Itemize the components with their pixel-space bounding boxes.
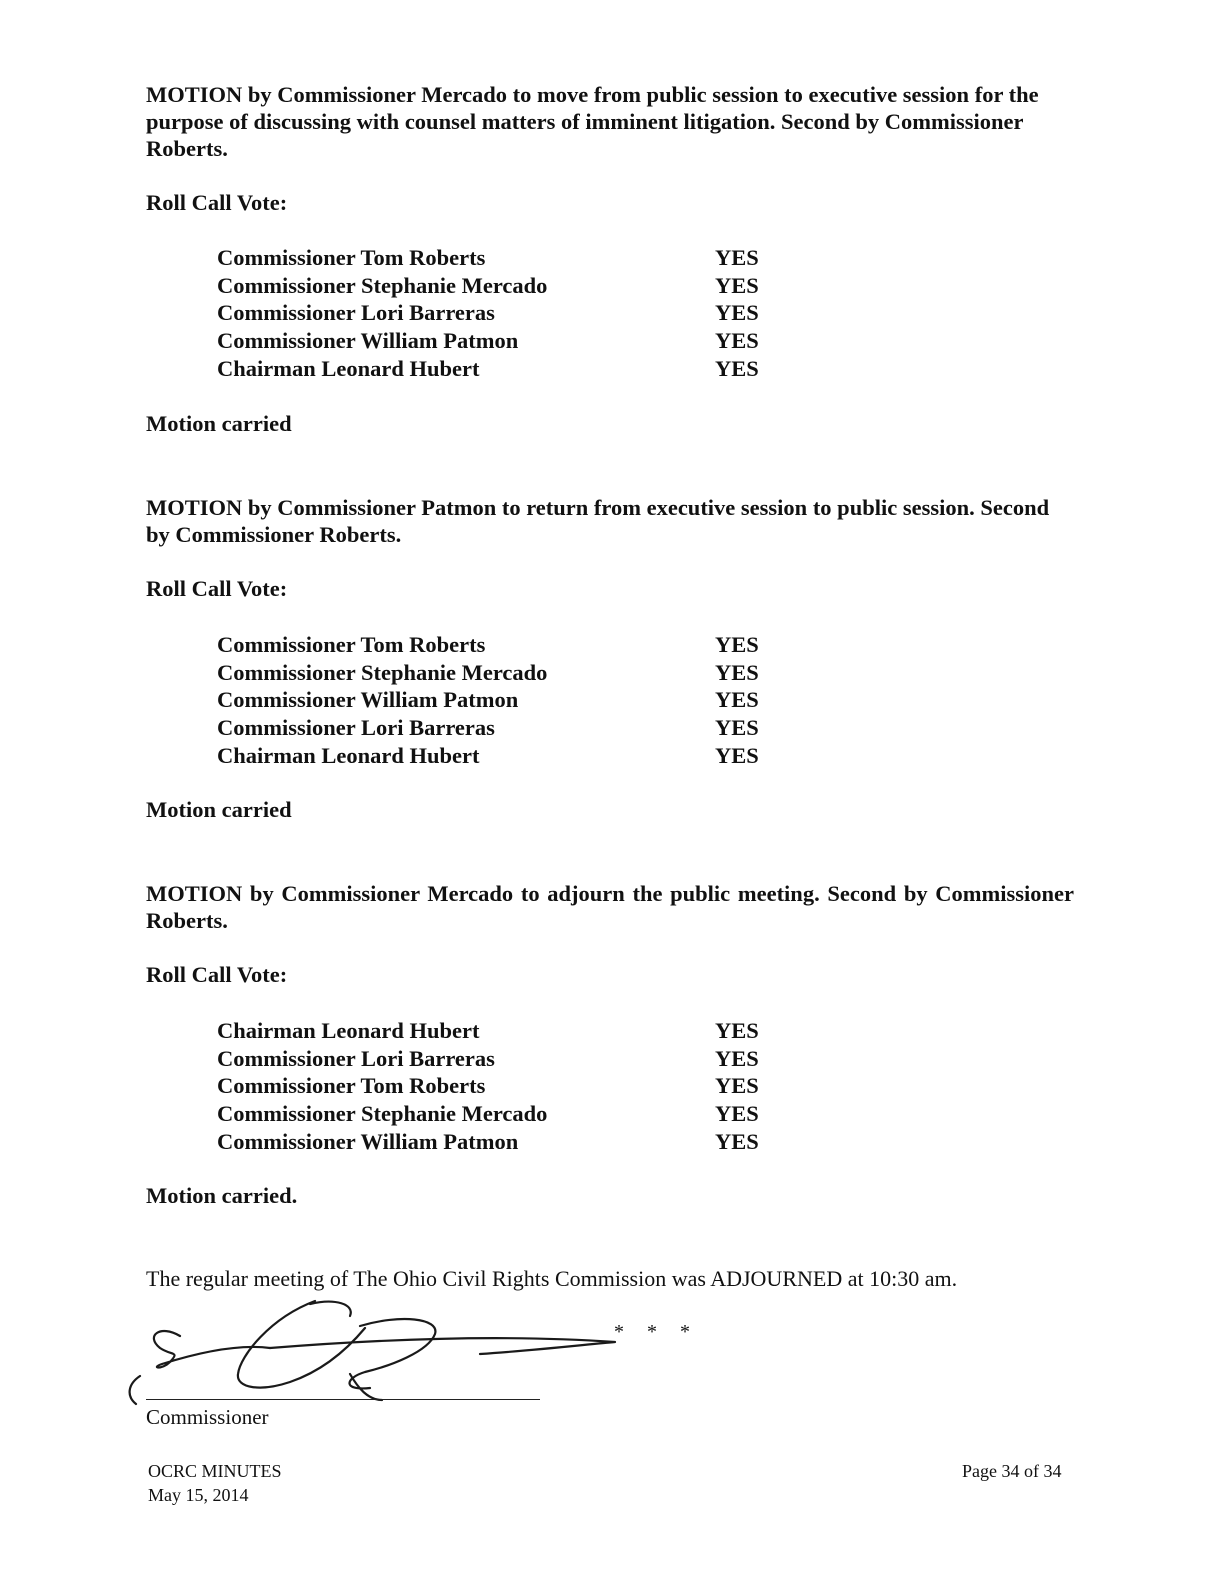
voter-name: Commissioner Tom Roberts [217, 632, 486, 658]
motion-3-result: Motion carried. [146, 1183, 298, 1208]
motion-2-result: Motion carried [146, 797, 292, 822]
voter-name: Commissioner Lori Barreras [217, 715, 495, 741]
vote-row [217, 1045, 777, 1073]
vote-row [217, 631, 777, 659]
footer-document-title: OCRC MINUTES [148, 1461, 282, 1481]
vote-value: YES [715, 1128, 759, 1154]
voter-name: Chairman Leonard Hubert [217, 355, 480, 381]
vote-row [217, 686, 777, 714]
vote-row [217, 741, 777, 769]
motion-2-roll-call-label: Roll Call Vote: [146, 576, 288, 601]
vote-row [217, 714, 777, 742]
voter-name: Commissioner Lori Barreras [217, 300, 495, 326]
vote-value: YES [715, 300, 759, 326]
vote-row [217, 244, 777, 272]
footer-page-number: Page 34 of 34 [962, 1461, 1062, 1481]
signature-line [146, 1399, 540, 1400]
motion-1-roll-call-label: Roll Call Vote: [146, 190, 288, 215]
motion-2-vote-table [217, 631, 777, 769]
vote-value: YES [715, 245, 759, 271]
vote-row [217, 272, 777, 300]
voter-name: Chairman Leonard Hubert [217, 1018, 480, 1044]
vote-value: YES [715, 715, 759, 741]
section-separator: * * * [614, 1321, 699, 1343]
adjournment-statement: The regular meeting of The Ohio Civil Rights Commission was ADJOURNED at 10:30 am. [146, 1266, 958, 1291]
vote-row [217, 659, 777, 687]
handwritten-signature [120, 1296, 630, 1416]
vote-value: YES [715, 687, 759, 713]
vote-value: YES [715, 1101, 759, 1127]
voter-name: Chairman Leonard Hubert [217, 742, 480, 768]
signature-label: Commissioner [146, 1405, 269, 1429]
vote-value: YES [715, 328, 759, 354]
vote-value: YES [715, 355, 759, 381]
footer-document-date: May 15, 2014 [148, 1485, 249, 1505]
vote-row [217, 354, 777, 382]
vote-value: YES [715, 742, 759, 768]
voter-name: Commissioner Stephanie Mercado [217, 1101, 548, 1127]
vote-value: YES [715, 272, 759, 298]
voter-name: Commissioner William Patmon [217, 1128, 519, 1154]
vote-value: YES [715, 1018, 759, 1044]
vote-row [217, 1017, 777, 1045]
voter-name: Commissioner Lori Barreras [217, 1045, 495, 1071]
vote-value: YES [715, 659, 759, 685]
motion-3-vote-table [217, 1017, 777, 1155]
voter-name: Commissioner William Patmon [217, 328, 519, 354]
vote-row [217, 1072, 777, 1100]
voter-name: Commissioner William Patmon [217, 687, 519, 713]
voter-name: Commissioner Tom Roberts [217, 245, 486, 271]
vote-row [217, 299, 777, 327]
motion-3-roll-call-label: Roll Call Vote: [146, 962, 288, 987]
voter-name: Commissioner Stephanie Mercado [217, 659, 548, 685]
vote-row [217, 1127, 777, 1155]
motion-3-text: MOTION by Commissioner Mercado to adjourn the public meeting. Second by Commissioner Roberts. [146, 881, 1074, 933]
vote-value: YES [715, 1045, 759, 1071]
footer-left [148, 1459, 282, 1507]
vote-value: YES [715, 632, 759, 658]
voter-name: Commissioner Stephanie Mercado [217, 272, 548, 298]
vote-value: YES [715, 1073, 759, 1099]
motion-1-vote-table [217, 244, 777, 382]
vote-row [217, 1100, 777, 1128]
motion-1-text: MOTION by Commissioner Mercado to move from public session to executive session for the purpose of discussing with counsel matters of imminent litigation. Second by Commissioner Roberts. [146, 82, 1039, 161]
vote-row [217, 327, 777, 355]
voter-name: Commissioner Tom Roberts [217, 1073, 486, 1099]
motion-2-text: MOTION by Commissioner Patmon to return from executive session to public session. Second by Commissioner Roberts. [146, 495, 1050, 547]
motion-1-result: Motion carried [146, 411, 292, 436]
